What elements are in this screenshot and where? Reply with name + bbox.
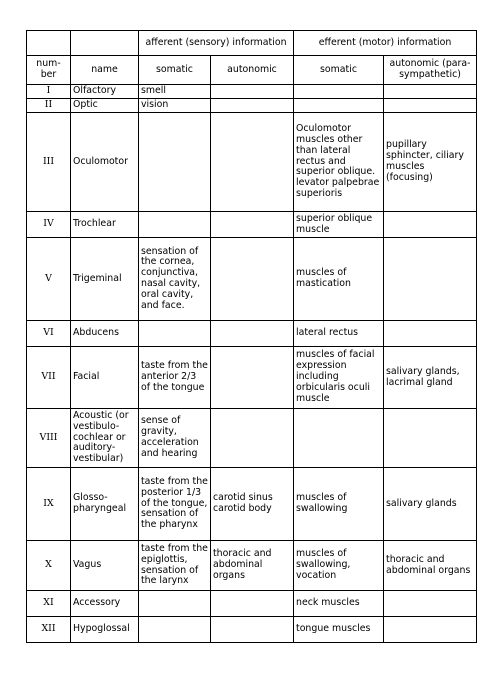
nerve-number: X [27,541,71,591]
efferent-autonomic-cell [384,99,477,113]
efferent-somatic-cell: muscles of facial expression including orbicularis oculi muscle [294,347,384,409]
afferent-somatic-cell: taste from the anterior 2/3 of the tongue [139,347,211,409]
nerve-name: Trochlear [71,212,139,238]
afferent-autonomic-cell [211,321,294,347]
efferent-autonomic-cell [384,591,477,617]
efferent-autonomic-cell [384,321,477,347]
table-row [27,591,477,617]
afferent-autonomic-cell [211,212,294,238]
cranial-nerves-table [26,30,477,643]
header-row-columns [27,56,477,85]
efferent-somatic-cell: muscles of swallowing [294,468,384,541]
name-header: name [71,56,139,85]
nerve-name: Acoustic (or vestibulo-cochlear or auditory-vestibular) [71,409,139,468]
efferent-somatic-cell: superior oblique muscle [294,212,384,238]
nerve-name: Trigeminal [71,238,139,321]
nerve-name: Optic [71,99,139,113]
table-row [27,238,477,321]
efferent-autonomic-cell [384,617,477,643]
efferent-autonomic-cell [384,85,477,99]
nerve-number: III [27,113,71,212]
table-row [27,541,477,591]
afferent-somatic-cell [139,321,211,347]
nerve-name: Abducens [71,321,139,347]
afferent-autonomic-cell [211,85,294,99]
nerve-number: V [27,238,71,321]
table-row [27,347,477,409]
efferent-somatic-header: somatic [294,56,384,85]
afferent-somatic-cell: sensation of the cornea, conjunctiva, nasal cavity, oral cavity, and face. [139,238,211,321]
afferent-autonomic-header: autonomic [211,56,294,85]
nerve-number: II [27,99,71,113]
number-header: num-ber [27,56,71,85]
nerve-number: XII [27,617,71,643]
afferent-autonomic-cell: carotid sinus carotid body [211,468,294,541]
afferent-autonomic-cell: thoracic and abdominal organs [211,541,294,591]
table-row [27,212,477,238]
nerve-number: I [27,85,71,99]
afferent-autonomic-cell [211,238,294,321]
efferent-autonomic-cell: salivary glands, lacrimal gland [384,347,477,409]
afferent-somatic-cell: smell [139,85,211,99]
afferent-autonomic-cell [211,113,294,212]
afferent-somatic-cell: vision [139,99,211,113]
afferent-somatic-cell [139,591,211,617]
nerve-name: Glosso-pharyngeal [71,468,139,541]
nerve-number: VI [27,321,71,347]
afferent-somatic-cell: sense of gravity, acceleration and hearing [139,409,211,468]
nerve-name: Facial [71,347,139,409]
efferent-somatic-cell: neck muscles [294,591,384,617]
efferent-header: efferent (motor) information [294,31,477,56]
nerve-name: Accessory [71,591,139,617]
table-row [27,85,477,99]
nerve-number: VII [27,347,71,409]
nerve-number: IV [27,212,71,238]
efferent-somatic-cell: lateral rectus [294,321,384,347]
nerve-name: Vagus [71,541,139,591]
afferent-autonomic-cell [211,409,294,468]
afferent-autonomic-cell [211,99,294,113]
nerve-name: Hypoglossal [71,617,139,643]
nerve-name: Oculomotor [71,113,139,212]
afferent-somatic-cell: taste from the epiglottis, sensation of the larynx [139,541,211,591]
header-empty-cell [27,31,71,56]
efferent-somatic-cell: tongue muscles [294,617,384,643]
afferent-autonomic-cell [211,617,294,643]
efferent-autonomic-header: autonomic (para-sympathetic) [384,56,477,85]
efferent-autonomic-cell [384,212,477,238]
efferent-somatic-cell: muscles of swallowing, vocation [294,541,384,591]
table-row [27,321,477,347]
afferent-header: afferent (sensory) information [139,31,294,56]
nerve-number: VIII [27,409,71,468]
table-row [27,617,477,643]
efferent-autonomic-cell: thoracic and abdominal organs [384,541,477,591]
efferent-autonomic-cell: salivary glands [384,468,477,541]
afferent-somatic-cell [139,212,211,238]
afferent-somatic-header: somatic [139,56,211,85]
table-row [27,468,477,541]
efferent-autonomic-cell [384,238,477,321]
efferent-somatic-cell [294,99,384,113]
efferent-somatic-cell [294,85,384,99]
nerve-name: Olfactory [71,85,139,99]
afferent-somatic-cell [139,113,211,212]
table-row [27,113,477,212]
table-row [27,409,477,468]
table-row [27,99,477,113]
afferent-somatic-cell: taste from the posterior 1/3 of the tongue, sensation of the pharynx [139,468,211,541]
afferent-somatic-cell [139,617,211,643]
efferent-autonomic-cell: pupillary sphincter, ciliary muscles (focusing) [384,113,477,212]
afferent-autonomic-cell [211,591,294,617]
header-row-groups [27,31,477,56]
efferent-autonomic-cell [384,409,477,468]
efferent-somatic-cell [294,409,384,468]
header-empty-cell [71,31,139,56]
efferent-somatic-cell: Oculomotor muscles other than lateral rectus and superior oblique. levator palpebrae superioris [294,113,384,212]
afferent-autonomic-cell [211,347,294,409]
efferent-somatic-cell: muscles of mastication [294,238,384,321]
nerve-number: XI [27,591,71,617]
nerve-number: IX [27,468,71,541]
